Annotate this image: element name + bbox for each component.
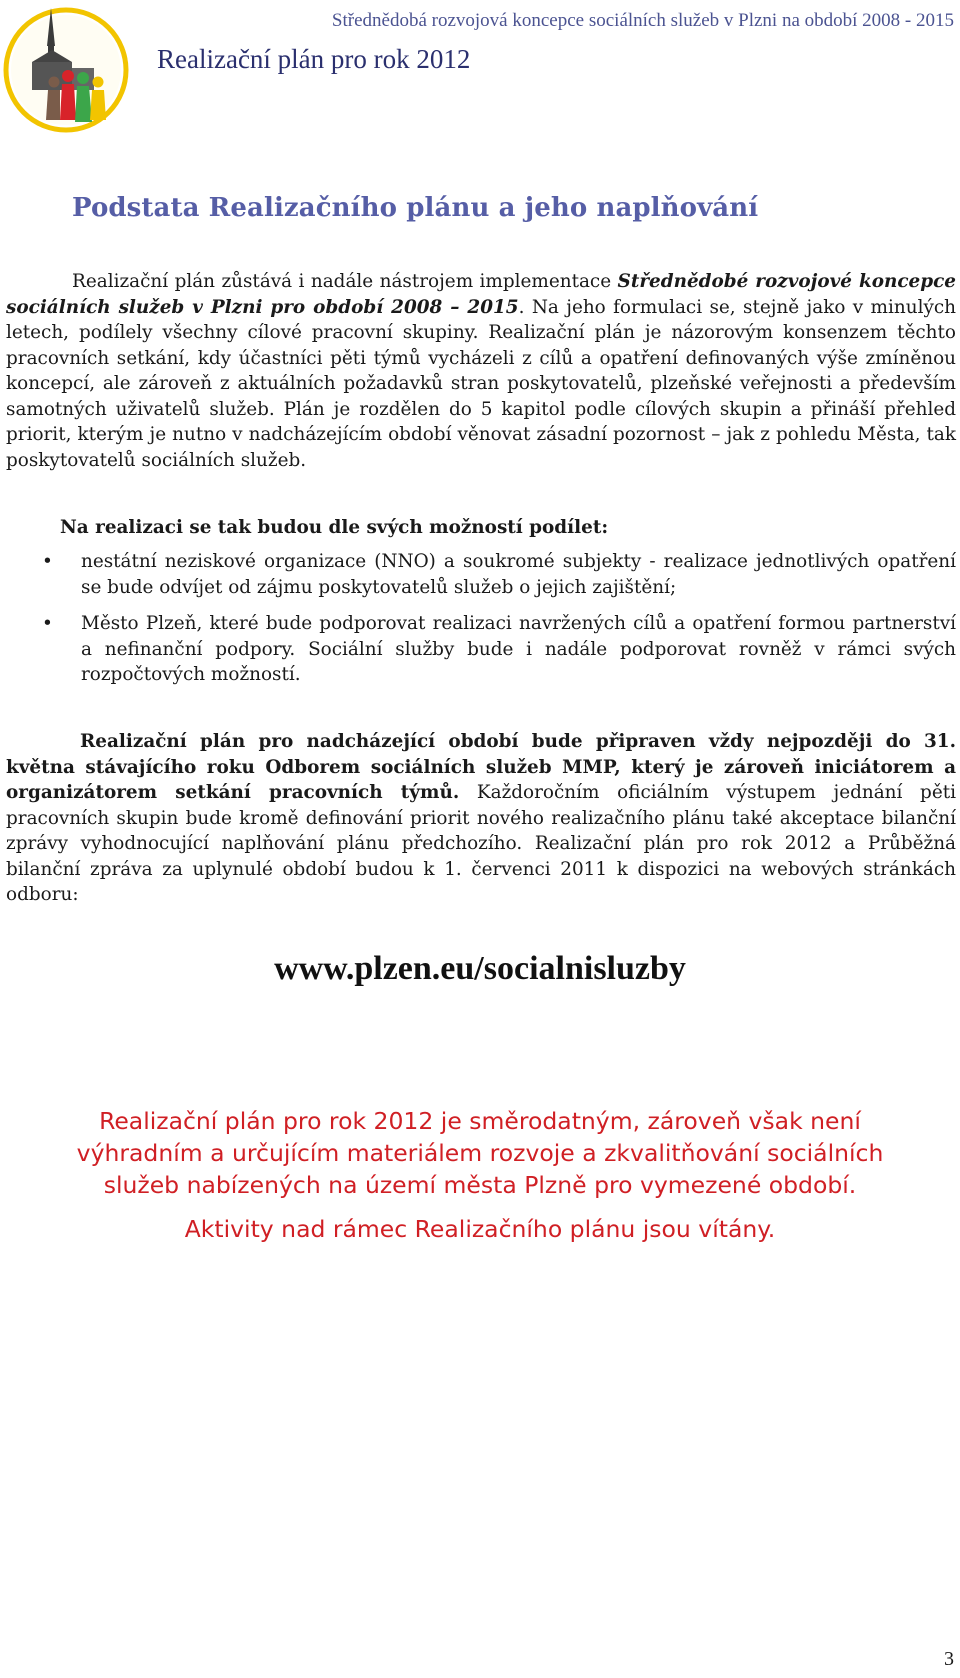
section-heading: Podstata Realizačního plánu a jeho naplňování: [72, 193, 759, 223]
city-logo-icon: [2, 2, 130, 140]
plan-bold-text: Realizační plán pro nadcházející období bude připraven vždy nejpozději do 31. května stávajícího roku Odborem sociálních služeb MMP, který je zároveň iniciátorem a organizátorem setkání pracovních týmů.: [6, 731, 956, 803]
participants-list: [6, 549, 956, 699]
plan-paragraph: [6, 729, 956, 908]
concept-title-emphasis: Střednědobé rozvojové koncepce sociálních služeb v Plzni pro období 2008 – 2015: [6, 271, 956, 318]
bullet-icon: •: [42, 551, 53, 572]
list-item: [6, 611, 956, 688]
website-url: www.plzen.eu/socialnisluzby: [274, 950, 686, 987]
list-item-text: nestátní neziskové organizace (NNO) a soukromé subjekty - realizace jednotlivých opatření se bude odvíjet od zájmu poskytovatelů služeb o jejich zajištění;: [81, 551, 956, 598]
intro-text-1: Realizační plán zůstává i nadále nástrojem implementace: [72, 271, 618, 292]
running-header: Střednědobá rozvojová koncepce sociálních služeb v Plzni na období 2008 - 2015: [331, 10, 954, 31]
list-item: [6, 549, 956, 600]
bullet-icon: •: [42, 613, 53, 634]
intro-paragraph: [6, 269, 956, 473]
list-item-text: Město Plzeň, které bude podporovat realizaci navržených cílů a opatření formou partnerství a nefinanční podpory. Sociální služby bude i nadále podporovat rovněž v rámci svých rozpočtových možností.: [81, 613, 956, 685]
participants-heading: Na realizaci se tak budou dle svých možností podílet:: [60, 517, 609, 538]
page-number: 3: [944, 1648, 954, 1670]
intro-text-2: . Na jeho formulaci se, stejně jako v minulých letech, podílely všechny cílové pracovní skupiny. Realizační plán je názorovým konsenzem těchto pracovních setkání, kdy účastníci pěti týmů vycházeli z cílů a opatření definovaných výše zmíněnou koncepcí, ale zároveň z aktuálních požadavků stran poskytovatelů, plzeňské veřejnosti a především samotných uživatelů služeb. Plán je rozdělen do 5 kapitol podle cílových skupin a přináší přehled priorit, kterým je nutno v nadcházejícím období věnovat zásadní pozornost – jak z pohledu Města, tak poskytovatelů sociálních služeb.: [6, 296, 956, 471]
plan-text: Každoročním oficiálním výstupem jednání pěti pracovních skupin bude kromě definování priorit nového realizačního plánu také akceptace bilanční zprávy vyhodnocující naplňování plánu předchozího. Realizační plán pro rok 2012 a Průběžná bilanční zpráva za uplynulé období budou k 1. červenci 2011 k dispozici na webových stránkách odboru:: [6, 782, 956, 905]
notice-sub: Aktivity nad rámec Realizačního plánu jsou vítány.: [184, 1215, 776, 1243]
notice-main: Realizační plán pro rok 2012 je směrodatným, zároveň však není výhradním a určujícím materiálem rozvoje a zkvalitňování sociálních služeb nabízených na území města Plzně pro vymezené období.: [76, 1107, 884, 1199]
document-title: Realizační plán pro rok 2012: [157, 44, 471, 74]
